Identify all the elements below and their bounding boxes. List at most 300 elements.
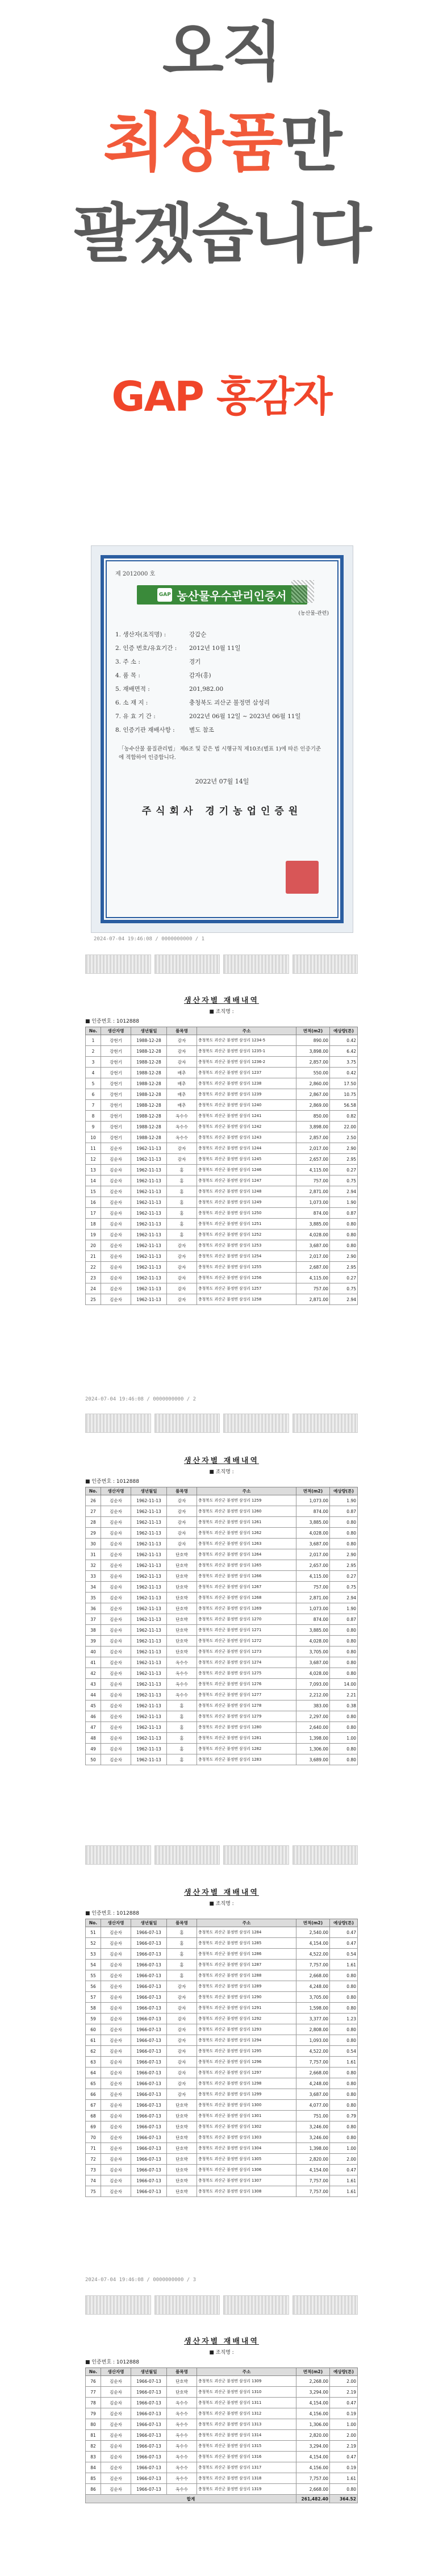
table-cell: 1962-11-13 bbox=[131, 1571, 167, 1582]
table-cell: 충청북도 괴산군 불정면 삼성리 1309 bbox=[197, 2376, 296, 2387]
table-cell: 13 bbox=[86, 1165, 101, 1176]
table-cell: 21 bbox=[86, 1251, 101, 1262]
table-cell: 단호박 bbox=[167, 2100, 197, 2111]
total-area: 261,482.40 bbox=[296, 2495, 330, 2503]
table-cell: 3,377.00 bbox=[296, 2014, 330, 2024]
table-cell: 1966-07-13 bbox=[131, 2462, 167, 2473]
table-cell: 충청북도 괴산군 불정면 삼성리 1272 bbox=[197, 1636, 296, 1647]
table-cell: 충청북도 괴산군 불정면 삼성리 1303 bbox=[197, 2132, 296, 2143]
table-cell: 김순자 bbox=[101, 1722, 131, 1733]
table-row bbox=[86, 1690, 358, 1700]
table-row bbox=[86, 1517, 358, 1528]
scan-strip bbox=[85, 1845, 358, 1865]
table-cell: 0.80 bbox=[330, 1981, 358, 1992]
table-cell: 890.00 bbox=[296, 1035, 330, 1046]
table-cell: 김순자 bbox=[101, 1154, 131, 1165]
table-cell: 1,073.00 bbox=[296, 1197, 330, 1208]
table-cell: 0.47 bbox=[330, 2165, 358, 2175]
table-cell: 홍 bbox=[167, 1744, 197, 1754]
table-cell: 1988-12-28 bbox=[131, 1078, 167, 1089]
table-cell: 김순자 bbox=[101, 1754, 131, 1765]
table-cell: 옥수수 bbox=[167, 1132, 197, 1143]
table-cell: 감자 bbox=[167, 1154, 197, 1165]
table-cell: 1966-07-13 bbox=[131, 2100, 167, 2111]
table-cell: 19 bbox=[86, 1229, 101, 1240]
column-header: 예상량(톤) bbox=[330, 1487, 358, 1495]
table-row bbox=[86, 1647, 358, 1657]
table-cell: 63 bbox=[86, 2057, 101, 2068]
column-header: 품목명 bbox=[167, 1919, 197, 1927]
table-row bbox=[86, 1582, 358, 1593]
sheet-title: 생산자별 재배내역 bbox=[184, 997, 259, 1005]
table-cell: 2 bbox=[86, 1046, 101, 1057]
table-cell: 2,640.00 bbox=[296, 1722, 330, 1733]
sales-table bbox=[85, 1027, 358, 1305]
table-cell: 2,668.00 bbox=[296, 2068, 330, 2078]
table-cell: 충청북도 괴산군 불정면 삼성리 1281 bbox=[197, 1733, 296, 1744]
table-cell: 1,398.00 bbox=[296, 2143, 330, 2154]
table-cell: 874.00 bbox=[296, 1614, 330, 1625]
table-cell: 0.75 bbox=[330, 1176, 358, 1186]
table-cell: 1962-11-13 bbox=[131, 1647, 167, 1657]
table-cell: 단호박 bbox=[167, 2143, 197, 2154]
table-row bbox=[86, 1068, 358, 1078]
hero-line-2 bbox=[0, 106, 443, 180]
certificate-field bbox=[115, 682, 329, 696]
table-cell: 충청북도 괴산군 불정면 삼성리 1252 bbox=[197, 1229, 296, 1240]
table-cell: 충청북도 괴산군 불정면 삼성리 1270 bbox=[197, 1614, 296, 1625]
table-cell: 1966-07-13 bbox=[131, 1938, 167, 1949]
table-cell: 4,154.00 bbox=[296, 2452, 330, 2462]
table-cell: 3,689.00 bbox=[296, 1754, 330, 1765]
table-cell: 옥수수 bbox=[167, 1111, 197, 1122]
table-row bbox=[86, 1165, 358, 1176]
table-cell: 강현기 bbox=[101, 1132, 131, 1143]
table-cell: 0.27 bbox=[330, 1273, 358, 1283]
table-cell: 김순자 bbox=[101, 2462, 131, 2473]
total-label: 합계 bbox=[86, 2495, 296, 2503]
table-cell: 77 bbox=[86, 2387, 101, 2398]
table-cell: 71 bbox=[86, 2143, 101, 2154]
table-cell: 충청북도 괴산군 불정면 삼성리 1276 bbox=[197, 1679, 296, 1690]
table-cell: 충청북도 괴산군 불정면 삼성리 1241 bbox=[197, 1111, 296, 1122]
table-cell: 1.61 bbox=[330, 1960, 358, 1970]
table-cell: 김순자 bbox=[101, 2014, 131, 2024]
table-cell: 38 bbox=[86, 1625, 101, 1636]
table-cell: 1988-12-28 bbox=[131, 1035, 167, 1046]
table-cell: 감자 bbox=[167, 1283, 197, 1294]
table-cell: 76 bbox=[86, 2376, 101, 2387]
table-cell: 충청북도 괴산군 불정면 삼성리 1273 bbox=[197, 1647, 296, 1657]
table-cell: 550.00 bbox=[296, 1068, 330, 1078]
table-cell: 3,687.00 bbox=[296, 1657, 330, 1668]
table-cell: 충청북도 괴산군 불정면 삼성리 1291 bbox=[197, 2003, 296, 2014]
certificate-field bbox=[115, 628, 329, 641]
certificate-field-label: 6. 소 재 지 : bbox=[115, 699, 148, 706]
table-cell: 0.80 bbox=[330, 1219, 358, 1229]
table-cell: 김순자 bbox=[101, 1647, 131, 1657]
table-cell: 0.80 bbox=[330, 1668, 358, 1679]
table-cell: 충청북도 괴산군 불정면 삼성리 1249 bbox=[197, 1197, 296, 1208]
table-row bbox=[86, 1549, 358, 1560]
table-cell: 충청북도 괴산군 불정면 삼성리 1248 bbox=[197, 1186, 296, 1197]
table-cell: 0.47 bbox=[330, 1938, 358, 1949]
table-cell: 김순자 bbox=[101, 2165, 131, 2175]
table-cell: 1962-11-13 bbox=[131, 1186, 167, 1197]
table-cell: 충청북도 괴산군 불정면 삼성리 1258 bbox=[197, 1294, 296, 1305]
table-cell: 옥수수 bbox=[167, 2473, 197, 2484]
table-cell: 김순자 bbox=[101, 1283, 131, 1294]
table-cell: 0.80 bbox=[330, 2484, 358, 2495]
table-cell: 감자 bbox=[167, 1539, 197, 1549]
table-cell: 옥수수 bbox=[167, 2430, 197, 2441]
table-cell: 김순자 bbox=[101, 2430, 131, 2441]
table-cell: 3,294.00 bbox=[296, 2441, 330, 2452]
table-cell: 58 bbox=[86, 2003, 101, 2014]
table-row bbox=[86, 2057, 358, 2068]
table-cell: 7 bbox=[86, 1100, 101, 1111]
certificate-field-label: 7. 유 효 기 간 : bbox=[115, 713, 156, 720]
table-cell: 단호박 bbox=[167, 1560, 197, 1571]
table-cell: 1962-11-13 bbox=[131, 1229, 167, 1240]
table-cell: 2,871.00 bbox=[296, 1294, 330, 1305]
image-caption: 2024-07-04 19:46:08 / 0000000000 / 3 bbox=[85, 2277, 197, 2283]
table-cell: 82 bbox=[86, 2441, 101, 2452]
table-cell: 충청북도 괴산군 불정면 삼성리 1255 bbox=[197, 1262, 296, 1273]
table-row bbox=[86, 2376, 358, 2387]
table-row bbox=[86, 2089, 358, 2100]
column-header: 예상량(톤) bbox=[330, 1919, 358, 1927]
table-cell: 김순자 bbox=[101, 1593, 131, 1603]
table-cell: 홍 bbox=[167, 1722, 197, 1733]
table-cell: 1966-07-13 bbox=[131, 2024, 167, 2035]
table-cell: 1962-11-13 bbox=[131, 1582, 167, 1593]
certificate-field-value: 감자(홍) bbox=[189, 672, 211, 679]
table-cell: 김순자 bbox=[101, 1262, 131, 1273]
table-cell: 충청북도 괴산군 불정면 삼성리 1297 bbox=[197, 2068, 296, 2078]
table-cell: 김순자 bbox=[101, 2089, 131, 2100]
sheet-org: ■ 조직명 : bbox=[209, 1901, 234, 1907]
table-cell: 0.19 bbox=[330, 2462, 358, 2473]
table-cell: 11 bbox=[86, 1143, 101, 1154]
table-cell: 김순자 bbox=[101, 2143, 131, 2154]
table-cell: 김순자 bbox=[101, 2121, 131, 2132]
certificate-frame bbox=[101, 555, 344, 923]
table-cell: 0.80 bbox=[330, 1517, 358, 1528]
table-cell: 충청북도 괴산군 불정면 삼성리 1292 bbox=[197, 2014, 296, 2024]
table-cell: 김순자 bbox=[101, 1625, 131, 1636]
table-cell: 78 bbox=[86, 2398, 101, 2408]
table-row bbox=[86, 1603, 358, 1614]
table-cell: 2.95 bbox=[330, 1560, 358, 1571]
table-cell: 6.42 bbox=[330, 1046, 358, 1057]
table-cell: 1.90 bbox=[330, 1603, 358, 1614]
table-cell: 충청북도 괴산군 불정면 삼성리 1279 bbox=[197, 1711, 296, 1722]
table-cell: 0.54 bbox=[330, 2046, 358, 2057]
table-cell: 감자 bbox=[167, 1495, 197, 1506]
table-row bbox=[86, 1657, 358, 1668]
table-cell: 62 bbox=[86, 2046, 101, 2057]
table-cell: 1966-07-13 bbox=[131, 1970, 167, 1981]
table-cell: 옥수수 bbox=[167, 2408, 197, 2419]
table-cell: 0.80 bbox=[330, 2100, 358, 2111]
table-cell: 25 bbox=[86, 1294, 101, 1305]
certificate-field bbox=[115, 710, 329, 723]
total-row bbox=[86, 2495, 358, 2503]
table-row bbox=[86, 2003, 358, 2014]
certificate-field-value: 2012년 10월 11일 bbox=[189, 645, 241, 652]
table-cell: 0.80 bbox=[330, 1992, 358, 2003]
table-cell: 3,885.00 bbox=[296, 1219, 330, 1229]
table-cell: 3,687.00 bbox=[296, 1240, 330, 1251]
table-cell: 10 bbox=[86, 1132, 101, 1143]
table-cell: 0.79 bbox=[330, 2111, 358, 2121]
table-cell: 감자 bbox=[167, 1517, 197, 1528]
certificate-field-label: 1. 생산자(조직명) : bbox=[115, 631, 166, 638]
table-cell: 충청북도 괴산군 불정면 삼성리 1262 bbox=[197, 1528, 296, 1539]
table-cell: 0.80 bbox=[330, 1744, 358, 1754]
table-cell: 김순자 bbox=[101, 1949, 131, 1960]
table-cell: 4,115.00 bbox=[296, 1273, 330, 1283]
table-cell: 김순자 bbox=[101, 1668, 131, 1679]
table-cell: 56 bbox=[86, 1981, 101, 1992]
table-cell: 김순자 bbox=[101, 1539, 131, 1549]
column-header: No. bbox=[86, 1919, 101, 1927]
table-cell: 충청북도 괴산군 불정면 삼성리 1300 bbox=[197, 2100, 296, 2111]
table-row bbox=[86, 2014, 358, 2024]
table-cell: 56.58 bbox=[330, 1100, 358, 1111]
table-cell: 1966-07-13 bbox=[131, 2057, 167, 2068]
column-header: 생산자명 bbox=[101, 1487, 131, 1495]
table-cell: 충청북도 괴산군 불정면 삼성리 1318 bbox=[197, 2473, 296, 2484]
table-cell: 2.50 bbox=[330, 1132, 358, 1143]
table-cell: 김순자 bbox=[101, 1960, 131, 1970]
table-cell: 15 bbox=[86, 1186, 101, 1197]
certificate-field-label: 3. 주 소 : bbox=[115, 658, 140, 665]
table-cell: 1966-07-13 bbox=[131, 2165, 167, 2175]
sheet-title: 생산자별 재배내역 bbox=[184, 2337, 259, 2346]
certificate-field bbox=[115, 641, 329, 655]
table-cell: 1966-07-13 bbox=[131, 1960, 167, 1970]
table-cell: 1962-11-13 bbox=[131, 1636, 167, 1647]
table-cell: 50 bbox=[86, 1754, 101, 1765]
column-header: 품목명 bbox=[167, 1027, 197, 1035]
table-cell: 감자 bbox=[167, 1294, 197, 1305]
table-cell: 단호박 bbox=[167, 2111, 197, 2121]
table-cell: 김순자 bbox=[101, 1571, 131, 1582]
table-cell: 1966-07-13 bbox=[131, 2186, 167, 2197]
table-cell: 68 bbox=[86, 2111, 101, 2121]
table-cell: 44 bbox=[86, 1690, 101, 1700]
table-cell: 충청북도 괴산군 불정면 삼성리 1312 bbox=[197, 2408, 296, 2419]
table-row bbox=[86, 1035, 358, 1046]
table-cell: 47 bbox=[86, 1722, 101, 1733]
table-cell: 충청북도 괴산군 불정면 삼성리 1234-5 bbox=[197, 1035, 296, 1046]
sales-sheet bbox=[85, 994, 358, 1305]
table-cell: 2,657.00 bbox=[296, 1560, 330, 1571]
table-cell: 24 bbox=[86, 1283, 101, 1294]
certificate-field-value: 경기 bbox=[189, 658, 201, 665]
certificate-field-label: 2. 인증 번호/유효기간 : bbox=[115, 645, 177, 652]
table-cell: 4,028.00 bbox=[296, 1528, 330, 1539]
table-cell: 1962-11-13 bbox=[131, 1517, 167, 1528]
table-cell: 감자 bbox=[167, 2057, 197, 2068]
table-cell: 충청북도 괴산군 불정면 삼성리 1287 bbox=[197, 1960, 296, 1970]
table-row bbox=[86, 1197, 358, 1208]
certificate-field bbox=[115, 723, 329, 737]
table-cell: 42 bbox=[86, 1668, 101, 1679]
table-cell: 5 bbox=[86, 1078, 101, 1089]
table-cell: 단호박 bbox=[167, 1593, 197, 1603]
table-cell: 80 bbox=[86, 2419, 101, 2430]
table-cell: 충청북도 괴산군 불정면 삼성리 1284 bbox=[197, 1927, 296, 1938]
table-cell: 단호박 bbox=[167, 1582, 197, 1593]
table-cell: 김순자 bbox=[101, 2387, 131, 2398]
table-cell: 2.94 bbox=[330, 1593, 358, 1603]
table-row bbox=[86, 2035, 358, 2046]
table-cell: 2.90 bbox=[330, 1549, 358, 1560]
table-cell: 16 bbox=[86, 1197, 101, 1208]
table-cell: 1966-07-13 bbox=[131, 1992, 167, 2003]
table-cell: 2,808.00 bbox=[296, 2024, 330, 2035]
table-cell: 0.80 bbox=[330, 1970, 358, 1981]
table-cell: 9 bbox=[86, 1122, 101, 1132]
table-cell: 1966-07-13 bbox=[131, 2484, 167, 2495]
table-row bbox=[86, 1229, 358, 1240]
table-cell: 충청북도 괴산군 불정면 삼성리 1319 bbox=[197, 2484, 296, 2495]
table-cell: 37 bbox=[86, 1614, 101, 1625]
table-cell: 75 bbox=[86, 2186, 101, 2197]
table-cell: 감자 bbox=[167, 1240, 197, 1251]
table-cell: 1966-07-13 bbox=[131, 2175, 167, 2186]
table-cell: 0.87 bbox=[330, 1614, 358, 1625]
table-cell: 김순자 bbox=[101, 1197, 131, 1208]
table-cell: 김순자 bbox=[101, 1186, 131, 1197]
table-cell: 27 bbox=[86, 1506, 101, 1517]
table-cell: 감자 bbox=[167, 1981, 197, 1992]
table-cell: 1962-11-13 bbox=[131, 1733, 167, 1744]
table-cell: 0.80 bbox=[330, 1647, 358, 1657]
table-cell: 22 bbox=[86, 1262, 101, 1273]
table-cell: 충청북도 괴산군 불정면 삼성리 1296 bbox=[197, 2057, 296, 2068]
table-cell: 김순자 bbox=[101, 1603, 131, 1614]
table-cell: 홍 bbox=[167, 1927, 197, 1938]
table-cell: 1966-07-13 bbox=[131, 2132, 167, 2143]
table-cell: 감자 bbox=[167, 2089, 197, 2100]
table-cell: 김순자 bbox=[101, 1970, 131, 1981]
table-cell: 1966-07-13 bbox=[131, 2398, 167, 2408]
table-cell: 2,867.00 bbox=[296, 1089, 330, 1100]
table-cell: 8 bbox=[86, 1111, 101, 1122]
table-cell: 35 bbox=[86, 1593, 101, 1603]
table-cell: 0.87 bbox=[330, 1208, 358, 1219]
table-cell: 39 bbox=[86, 1636, 101, 1647]
table-cell: 옥수수 bbox=[167, 2398, 197, 2408]
column-header: 생년월일 bbox=[131, 2368, 167, 2376]
table-cell: 충청북도 괴산군 불정면 삼성리 1250 bbox=[197, 1208, 296, 1219]
table-cell: 45 bbox=[86, 1700, 101, 1711]
sheet-title: 생산자별 재배내역 bbox=[184, 1457, 259, 1465]
sheet-org: ■ 조직명 : bbox=[209, 2350, 234, 2356]
table-cell: 4,077.00 bbox=[296, 2100, 330, 2111]
table-cell: 0.47 bbox=[330, 2398, 358, 2408]
table-cell: 70 bbox=[86, 2132, 101, 2143]
table-cell: 1962-11-13 bbox=[131, 1549, 167, 1560]
table-cell: 김순자 bbox=[101, 1273, 131, 1283]
table-cell: 34 bbox=[86, 1582, 101, 1593]
table-cell: 1966-07-13 bbox=[131, 2419, 167, 2430]
table-cell: 감자 bbox=[167, 2068, 197, 2078]
table-cell: 충청북도 괴산군 불정면 삼성리 1259 bbox=[197, 1495, 296, 1506]
table-cell: 57 bbox=[86, 1992, 101, 2003]
sheet-cert-number: ■ 인증번호 : 1012888 bbox=[85, 1911, 139, 1916]
table-cell: 강현기 bbox=[101, 1035, 131, 1046]
table-cell: 84 bbox=[86, 2462, 101, 2473]
sheet-cert-number: ■ 인증번호 : 1012888 bbox=[85, 1019, 139, 1024]
table-cell: 김순자 bbox=[101, 1992, 131, 2003]
table-cell: 강현기 bbox=[101, 1057, 131, 1068]
table-cell: 1,306.00 bbox=[296, 2419, 330, 2430]
certificate-field bbox=[115, 655, 329, 669]
table-cell: 1962-11-13 bbox=[131, 1625, 167, 1636]
table-cell: 79 bbox=[86, 2408, 101, 2419]
table-cell: 김순자 bbox=[101, 2398, 131, 2408]
table-cell: 1966-07-13 bbox=[131, 2046, 167, 2057]
table-cell: 충청북도 괴산군 불정면 삼성리 1289 bbox=[197, 1981, 296, 1992]
table-cell: 1962-11-13 bbox=[131, 1495, 167, 1506]
column-header: 주소 bbox=[197, 1919, 296, 1927]
table-cell: 홍 bbox=[167, 1165, 197, 1176]
table-cell: 충청북도 괴산군 불정면 삼성리 1301 bbox=[197, 2111, 296, 2121]
table-cell: 2,212.00 bbox=[296, 1690, 330, 1700]
table-cell: 3 bbox=[86, 1057, 101, 1068]
table-cell: 2.19 bbox=[330, 2441, 358, 2452]
table-cell: 옥수수 bbox=[167, 1690, 197, 1700]
table-cell: 감자 bbox=[167, 2024, 197, 2035]
table-cell: 충청북도 괴산군 불정면 삼성리 1286 bbox=[197, 1949, 296, 1960]
table-row bbox=[86, 2175, 358, 2186]
table-cell: 감자 bbox=[167, 1262, 197, 1273]
table-cell: 1962-11-13 bbox=[131, 1143, 167, 1154]
table-cell: 3.75 bbox=[330, 1057, 358, 1068]
table-cell: 4,522.00 bbox=[296, 1949, 330, 1960]
table-cell: 충청북도 괴산군 불정면 삼성리 1260 bbox=[197, 1506, 296, 1517]
table-cell: 85 bbox=[86, 2473, 101, 2484]
table-row bbox=[86, 1154, 358, 1165]
table-cell: 단호박 bbox=[167, 1614, 197, 1625]
table-cell: 홍 bbox=[167, 1700, 197, 1711]
table-cell: 단호박 bbox=[167, 2376, 197, 2387]
table-cell: 1,073.00 bbox=[296, 1603, 330, 1614]
table-cell: 7,757.00 bbox=[296, 1960, 330, 1970]
table-cell: 3,246.00 bbox=[296, 2121, 330, 2132]
table-cell: 4,154.00 bbox=[296, 2165, 330, 2175]
table-cell: 1962-11-13 bbox=[131, 1754, 167, 1765]
table-row bbox=[86, 1057, 358, 1068]
table-cell: 67 bbox=[86, 2100, 101, 2111]
table-cell: 충청북도 괴산군 불정면 삼성리 1293 bbox=[197, 2024, 296, 2035]
table-row bbox=[86, 1636, 358, 1647]
table-row bbox=[86, 1733, 358, 1744]
table-row bbox=[86, 2484, 358, 2495]
table-cell: 1.61 bbox=[330, 2186, 358, 2197]
table-row bbox=[86, 1992, 358, 2003]
table-cell: 1,093.00 bbox=[296, 2035, 330, 2046]
sheet-org: ■ 조직명 : bbox=[209, 1469, 234, 1475]
table-cell: 52 bbox=[86, 1938, 101, 1949]
table-cell: 충청북도 괴산군 불정면 삼성리 1314 bbox=[197, 2430, 296, 2441]
table-cell: 홍 bbox=[167, 1938, 197, 1949]
